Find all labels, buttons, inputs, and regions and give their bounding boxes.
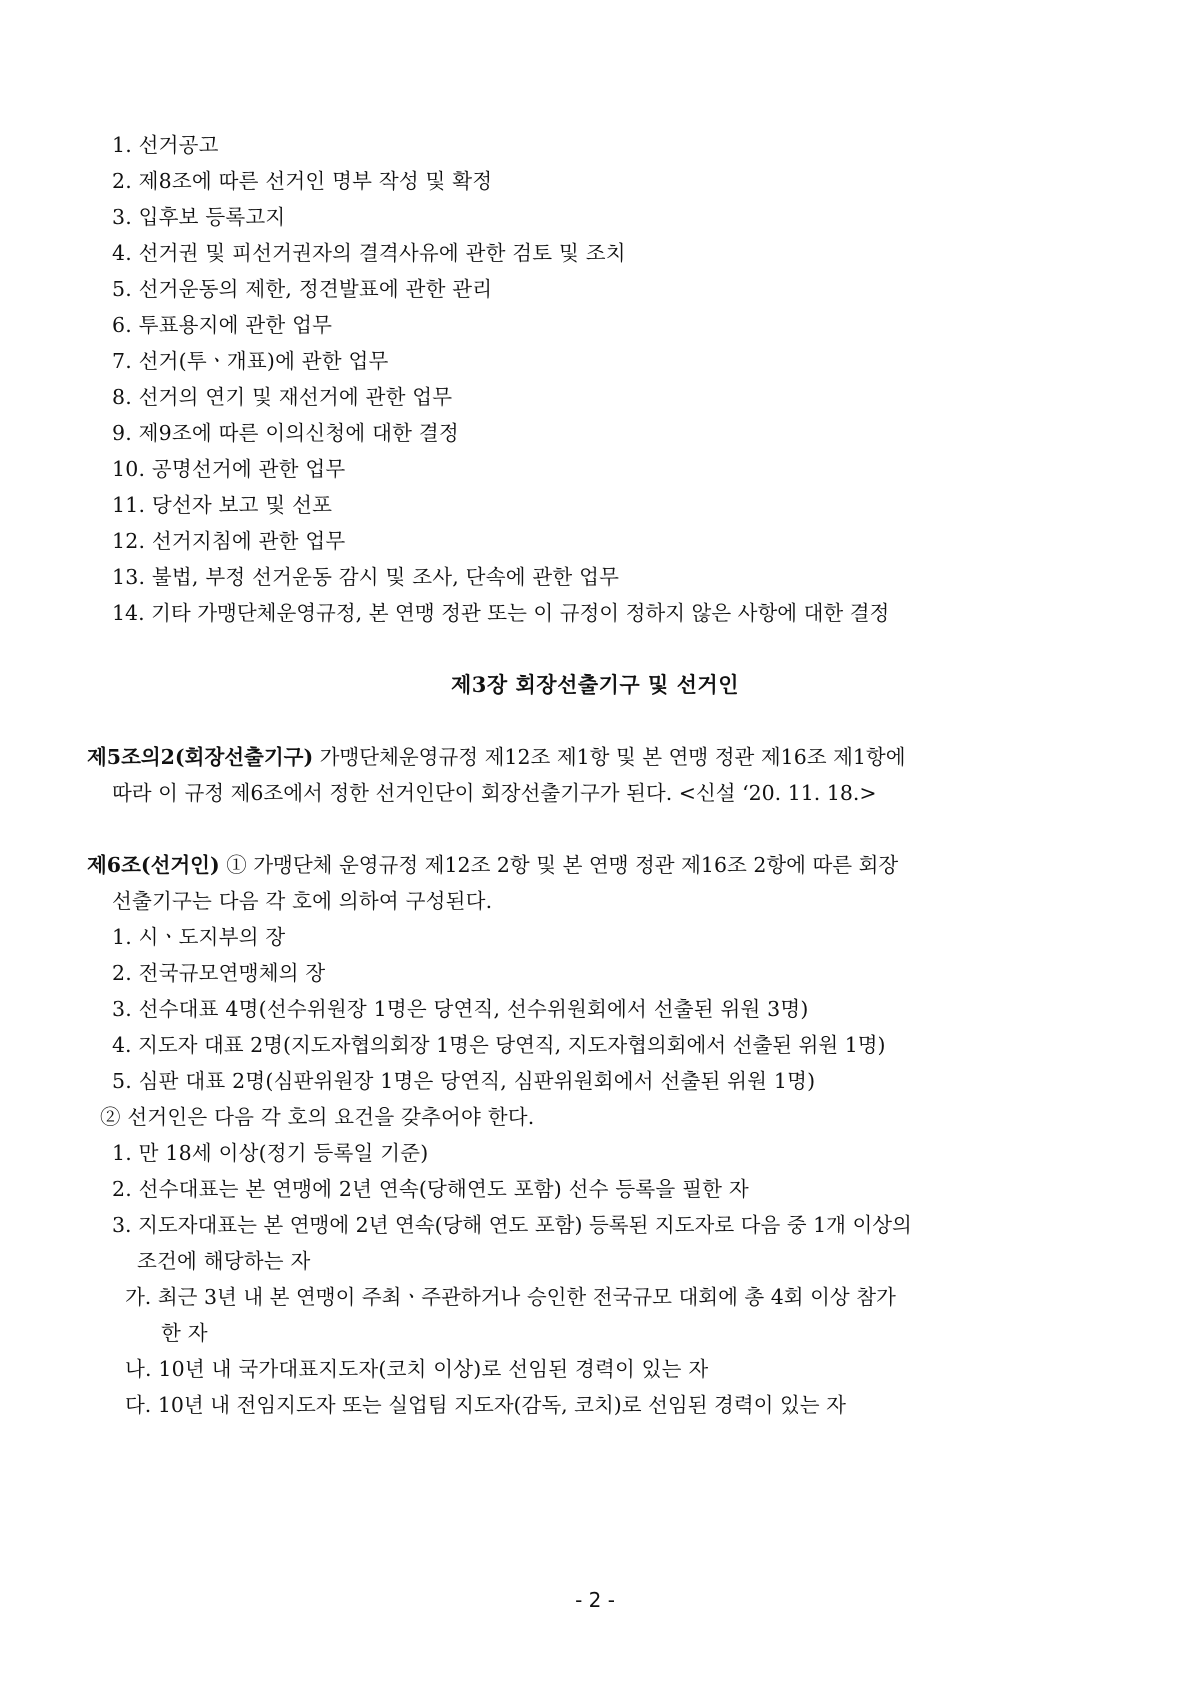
paragraph-2: ② 선거인은 다음 각 호의 요건을 갖추어야 한다. [100,1105,535,1129]
list-item: 2. 선수대표는 본 연맹에 2년 연속(당해연도 포함) 선수 등록을 필한 자 [112,1177,749,1201]
list-item: 11. 당선자 보고 및 선포 [112,493,333,517]
list-item: 3. 입후보 등록고지 [112,205,286,229]
page-number: - 2 - [575,1588,615,1612]
list-item: 13. 불법, 부정 선거운동 감시 및 조사, 단속에 관한 업무 [112,565,620,589]
list-item: 4. 선거권 및 피선거권자의 결격사유에 관한 검토 및 조치 [112,241,626,265]
list-item: 8. 선거의 연기 및 재선거에 관한 업무 [112,385,453,409]
article-heading: 제5조의2(회장선출기구) [87,745,314,769]
list-item-continuation: 조건에 해당하는 자 [137,1249,311,1273]
article-text: ① 가맹단체 운영규정 제12조 2항 및 본 연맹 정관 제16조 2항에 따른 회장 [219,853,899,877]
list-item: 2. 전국규모연맹체의 장 [112,961,326,985]
list-item: 1. 시ㆍ도지부의 장 [112,925,286,949]
article-6-line-1 [87,850,1107,880]
list-item: 5. 선거운동의 제한, 정견발표에 관한 관리 [112,277,493,301]
list-item: 9. 제9조에 따른 이의신청에 대한 결정 [112,421,459,445]
list-item: 10. 공명선거에 관한 업무 [112,457,346,481]
list-item: 12. 선거지침에 관한 업무 [112,529,346,553]
list-item: 14. 기타 가맹단체운영규정, 본 연맹 정관 또는 이 규정이 정하지 않은 사항에 대한 결정 [112,601,890,625]
chapter-title: 제3장 회장선출기구 및 선거인 [451,672,739,697]
sub-item-da: 다. 10년 내 전임지도자 또는 실업팀 지도자(감독, 코치)로 선임된 경력이 있는 자 [125,1393,846,1417]
article-text: 가맹단체운영규정 제12조 제1항 및 본 연맹 정관 제16조 제1항에 [313,745,906,769]
sub-item-ga-continuation: 한 자 [161,1321,208,1345]
list-item: 2. 제8조에 따른 선거인 명부 작성 및 확정 [112,169,493,193]
list-item: 6. 투표용지에 관한 업무 [112,313,333,337]
sub-item-na: 나. 10년 내 국가대표지도자(코치 이상)로 선임된 경력이 있는 자 [125,1357,709,1381]
list-item: 3. 지도자대표는 본 연맹에 2년 연속(당해 연도 포함) 등록된 지도자로 다음 중 1개 이상의 [112,1213,912,1237]
article-5-2-line-2: 따라 이 규정 제6조에서 정한 선거인단이 회장선출기구가 된다. <신설 ‘20. 11. 18.> [112,781,877,805]
article-6-line-2: 선출기구는 다음 각 호에 의하여 구성된다. [112,889,493,913]
list-item: 1. 만 18세 이상(정기 등록일 기준) [112,1141,429,1165]
article-5-2-line-1 [87,742,1107,772]
list-item: 4. 지도자 대표 2명(지도자협의회장 1명은 당연직, 지도자협의회에서 선출된 위원 1명) [112,1033,886,1057]
list-item: 3. 선수대표 4명(선수위원장 1명은 당연직, 선수위원회에서 선출된 위원 3명) [112,997,809,1021]
list-item: 7. 선거(투ㆍ개표)에 관한 업무 [112,349,389,373]
list-item: 5. 심판 대표 2명(심판위원장 1명은 당연직, 심판위원회에서 선출된 위원 1명) [112,1069,816,1093]
article-heading: 제6조(선거인) [87,853,220,877]
sub-item-ga: 가. 최근 3년 내 본 연맹이 주최ㆍ주관하거나 승인한 전국규모 대회에 총 4회 이상 참가 [125,1285,896,1309]
list-item: 1. 선거공고 [112,133,219,157]
